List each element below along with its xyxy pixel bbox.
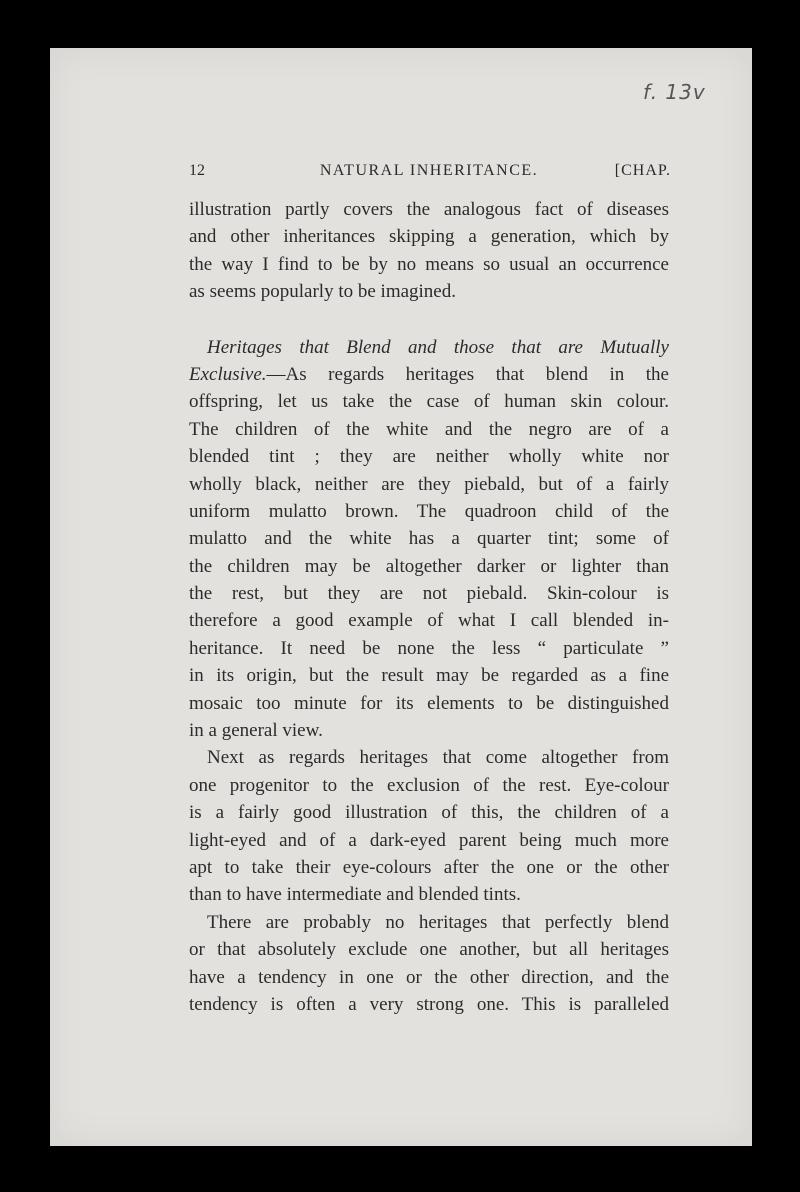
folio-annotation: f. 13v xyxy=(643,80,706,104)
section-heading-end: Exclusive. xyxy=(189,363,267,385)
page-number: 12 xyxy=(189,162,205,179)
text-line: heritance. It need be none the less “ particulate ” xyxy=(189,637,669,659)
text-line: therefore a good example of what I call blended in- xyxy=(189,610,669,632)
text-line: in a general view. xyxy=(189,720,323,742)
text-line: mulatto and the white has a quarter tint; some of xyxy=(189,528,669,550)
text-line: one progenitor to the exclusion of the rest. Eye-colour xyxy=(189,774,669,796)
text-line: or that absolutely exclude one another, but all heritages xyxy=(189,939,669,961)
text-line: tendency is often a very strong one. This is paralleled xyxy=(189,993,669,1015)
text-line: and other inheritances skipping a generation, which by xyxy=(189,226,669,248)
text-fragment: —As regards heritages that blend in the xyxy=(266,363,669,385)
text-line: offspring, let us take the case of human skin colour. xyxy=(189,391,669,413)
text-line: the children may be altogether darker or lighter than xyxy=(189,555,669,577)
body-text xyxy=(189,196,669,1018)
chapter-marker: [CHAP. xyxy=(614,162,671,179)
text-line: Next as regards heritages that come altogether from xyxy=(207,747,669,769)
text-line: illustration partly covers the analogous fact of diseases xyxy=(189,199,669,220)
text-line: uniform mulatto brown. The quadroon child of the xyxy=(189,500,669,522)
running-head xyxy=(189,162,669,186)
text-line: light-eyed and of a dark-eyed parent being much more xyxy=(189,829,669,851)
text-line: as seems popularly to be imagined. xyxy=(189,281,456,303)
section-heading: Heritages that Blend and those that are Mutually xyxy=(207,336,669,358)
text-line: is a fairly good illustration of this, the children of a xyxy=(189,802,669,824)
text-line: There are probably no heritages that perfectly blend xyxy=(207,911,669,933)
text-line: the way I find to be by no means so usual an occurrence xyxy=(189,253,669,275)
text-line: wholly black, neither are they piebald, but of a fairly xyxy=(189,473,669,495)
text-line: The children of the white and the negro are of a xyxy=(189,418,669,440)
text-line: blended tint ; they are neither wholly white nor xyxy=(189,446,669,468)
text-line: apt to take their eye-colours after the one or the other xyxy=(189,856,669,878)
text-line: the rest, but they are not piebald. Skin-colour is xyxy=(189,583,669,605)
text-line xyxy=(189,361,669,388)
text-line: than to have intermediate and blended tints. xyxy=(189,884,521,906)
text-line: have a tendency in one or the other direction, and the xyxy=(189,966,669,988)
text-line: in its origin, but the result may be regarded as a fine xyxy=(189,665,669,687)
running-title: NATURAL INHERITANCE. xyxy=(319,162,539,179)
text-line: mosaic too minute for its elements to be distinguished xyxy=(189,692,669,714)
